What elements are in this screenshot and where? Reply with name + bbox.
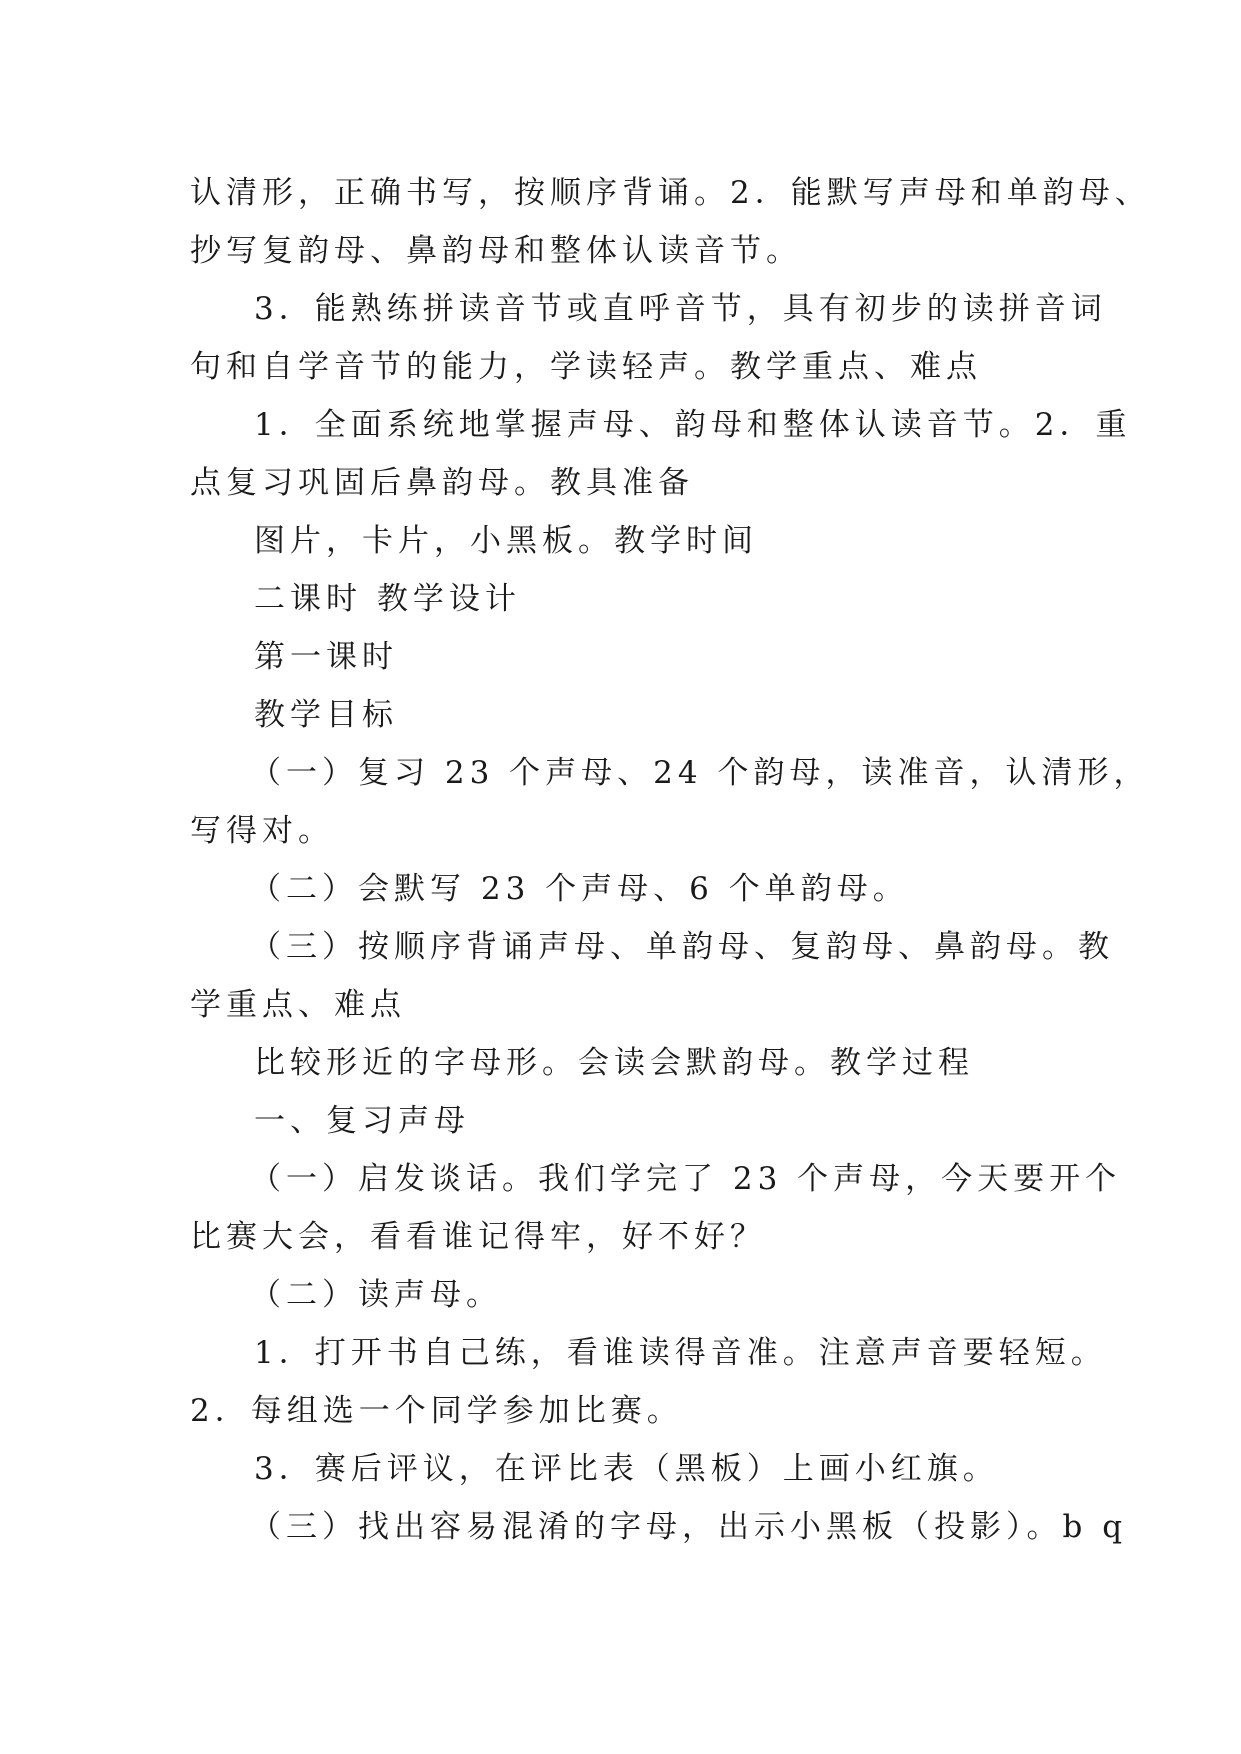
text-line: （二）会默写 23 个声母、6 个单韵母。 bbox=[250, 871, 909, 907]
text-line: （二）读声母。 bbox=[250, 1277, 502, 1313]
text-line: 3．能熟练拼读音节或直呼音节，具有初步的读拼音词 bbox=[254, 291, 1107, 327]
text-line: 1．打开书自己练，看谁读得音准。注意声音要轻短。 bbox=[254, 1335, 1107, 1371]
text-line: （一）启发谈话。我们学完了 23 个声母，今天要开个 bbox=[250, 1161, 1122, 1197]
text-line: 写得对。 bbox=[190, 813, 334, 849]
text-line: （三）按顺序背诵声母、单韵母、复韵母、鼻韵母。教 bbox=[250, 929, 1114, 965]
document-body bbox=[190, 164, 1151, 1556]
text-line: 3．赛后评议，在评比表（黑板）上画小红旗。 bbox=[254, 1451, 999, 1487]
text-line: 点复习巩固后鼻韵母。教具准备 bbox=[190, 465, 694, 501]
text-line: 二课时 教学设计 bbox=[254, 581, 521, 617]
text-line: （一）复习 23 个声母、24 个韵母，读准音，认清形， bbox=[250, 755, 1150, 791]
section-heading: 一、复习声母 bbox=[254, 1103, 470, 1139]
text-line: 学重点、难点 bbox=[190, 987, 406, 1023]
text-line: 1．全面系统地掌握声母、韵母和整体认读音节。2．重 bbox=[254, 407, 1132, 443]
text-line: 比赛大会，看看谁记得牢，好不好？ bbox=[190, 1219, 766, 1255]
text-line: （三）找出容易混淆的字母，出示小黑板（投影）。b q bbox=[250, 1509, 1128, 1545]
text-line: 抄写复韵母、鼻韵母和整体认读音节。 bbox=[190, 233, 802, 269]
text-line: 比较形近的字母形。会读会默韵母。教学过程 bbox=[254, 1045, 974, 1081]
section-heading: 第一课时 bbox=[254, 639, 398, 675]
text-line: 句和自学音节的能力，学读轻声。教学重点、难点 bbox=[190, 349, 982, 385]
text-line: 图片，卡片，小黑板。教学时间 bbox=[254, 523, 758, 559]
text-line: 认清形，正确书写，按顺序背诵。2．能默写声母和单韵母、 bbox=[190, 175, 1151, 211]
text-line: 2．每组选一个同学参加比赛。 bbox=[190, 1393, 683, 1429]
section-heading: 教学目标 bbox=[254, 697, 398, 733]
